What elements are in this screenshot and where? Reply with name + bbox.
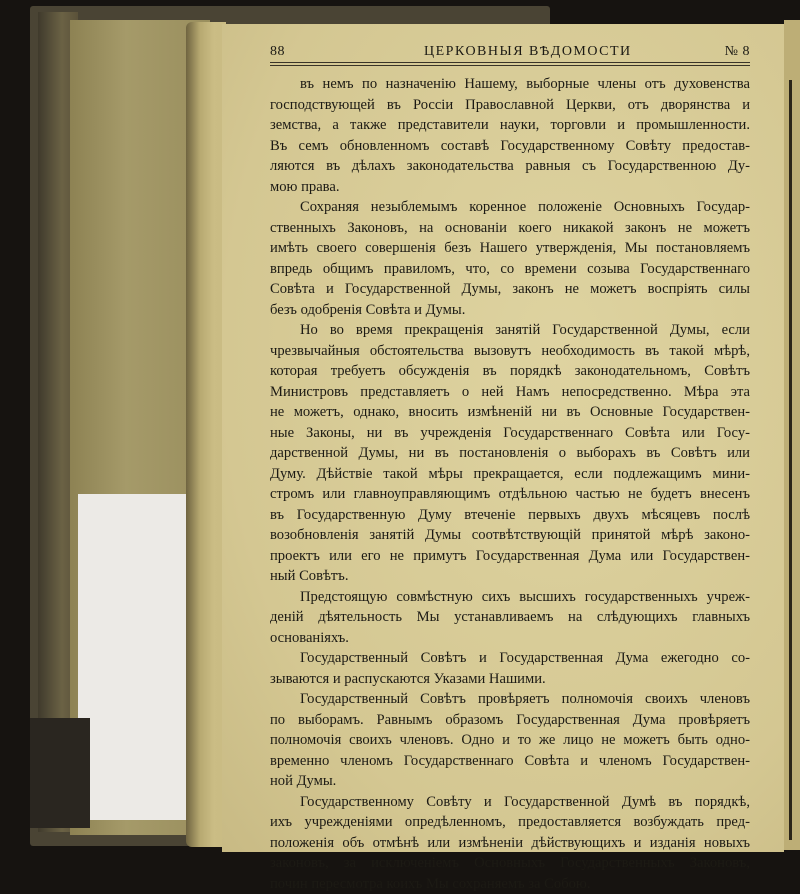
facing-page-edge xyxy=(784,20,800,850)
text-line: Совѣта и Государственной Думы, законъ не можетъ воспріять силы xyxy=(270,279,750,300)
text-line: въ немъ по назначенію Нашему, выборные члены отъ духовенства xyxy=(270,74,750,95)
paper-slip xyxy=(78,494,188,820)
text-line: ный Совѣтъ. xyxy=(270,566,750,587)
text-line: впредь общимъ правиломъ, что, со времени созыва Государственнаго xyxy=(270,259,750,280)
page-edges xyxy=(186,22,226,847)
text-line: ной Думы. xyxy=(270,771,750,792)
text-line: дарственной Думы, ни въ постановленія о выборахъ въ Совѣтъ или xyxy=(270,443,750,464)
text-line: земства, а также представители науки, торговли и промышленности. xyxy=(270,115,750,136)
text-line: по выборамъ. Равнымъ образомъ Государственная Дума провѣряетъ xyxy=(270,710,750,731)
text-line: не можетъ, однако, вносить измѣненій ни въ Основные Государствен- xyxy=(270,402,750,423)
text-line: въ Государственную Думу втеченіе первыхъ двухъ мѣсяцевъ послѣ xyxy=(270,505,750,526)
text-line: проектъ или его не примутъ Государственная Дума или Государствен- xyxy=(270,546,750,567)
text-line: ственныхъ Законовъ, на основаніи коего никакой законъ не можетъ xyxy=(270,218,750,239)
text-line: Государственный Совѣтъ провѣряетъ полномочія своихъ членовъ xyxy=(270,689,750,710)
torn-cover-corner xyxy=(30,718,90,828)
text-line: положенія объ отмѣнѣ или измѣненіи дѣйствующихъ и изданія новыхъ xyxy=(270,833,750,854)
text-line: ляются въ дѣлахъ законодательства равныя съ Государственною Ду- xyxy=(270,156,750,177)
text-line: господствующей въ Россіи Православной Церкви, отъ дворянства и xyxy=(270,95,750,116)
text-line: Государственный Совѣтъ и Государственная Дума ежегодно со- xyxy=(270,648,750,669)
page-body-text xyxy=(270,74,750,894)
text-line: Но во время прекращенія занятій Государственной Думы, если xyxy=(270,320,750,341)
book-page xyxy=(222,24,784,852)
text-line: зываются и распускаются Указами Нашими. xyxy=(270,669,750,690)
text-line: безъ одобренія Совѣта и Думы. xyxy=(270,300,750,321)
issue-number: № 8 xyxy=(725,44,750,60)
text-line: мою права. xyxy=(270,177,750,198)
text-line: которая требуетъ обсужденія въ порядкѣ законодательномъ, Совѣтъ xyxy=(270,361,750,382)
text-line: ихъ учрежденіями опредѣленномъ, предоставляется возбуждать пред- xyxy=(270,812,750,833)
text-line: Сохраняя незыблемымъ коренное положеніе Основныхъ Государ- xyxy=(270,197,750,218)
text-line: полномочія своихъ членовъ. Одно и то же лицо не можетъ быть одно- xyxy=(270,730,750,751)
text-line: чрезвычайныя обстоятельства вызовутъ необходимость въ такой мѣрѣ, xyxy=(270,341,750,362)
text-line: Министровъ представляетъ о ней Намъ непосредственно. Мѣра эта xyxy=(270,382,750,403)
text-line: Думу. Дѣйствіе такой мѣры прекращается, если подлежащимъ мини- xyxy=(270,464,750,485)
header-rule-double xyxy=(270,65,750,66)
text-line: законовъ, за исключеніемъ Основныхъ Государственныхъ Законовъ, xyxy=(270,853,750,874)
text-line: Государственному Совѣту и Государственной Думѣ въ порядкѣ, xyxy=(270,792,750,813)
text-line: стромъ или главноуправляющимъ отдѣльною частью не будетъ внесенъ xyxy=(270,484,750,505)
facing-page-text-sliver xyxy=(789,80,792,840)
journal-title: ЦЕРКОВНЫЯ ВѢДОМОСТИ xyxy=(424,44,632,60)
header-rule xyxy=(270,62,750,63)
text-line: временно членомъ Государственнаго Совѣта и членомъ Государствен- xyxy=(270,751,750,772)
running-header xyxy=(270,42,750,64)
text-line: Въ семъ обновленномъ составѣ Государственному Совѣту предостав- xyxy=(270,136,750,157)
text-line: возобновленія занятій Думы соотвѣтствующій принятой мѣрѣ законо- xyxy=(270,525,750,546)
text-line: ные Законы, ни въ учрежденія Государственнаго Совѣта или Госу- xyxy=(270,423,750,444)
text-line: почин пересмотра коихъ Мы сохраняемъ за Собою. xyxy=(270,874,750,894)
text-line: имѣть своего совершенія безъ Нашего утвержденія, Мы постановляемъ xyxy=(270,238,750,259)
text-line: Предстоящую совмѣстную сихъ высшихъ государственныхъ учреж- xyxy=(270,587,750,608)
text-line: основаніяхъ. xyxy=(270,628,750,649)
text-line: деній дѣятельность Мы устанавливаемъ на слѣдующихъ главныхъ xyxy=(270,607,750,628)
page-number: 88 xyxy=(270,44,285,60)
